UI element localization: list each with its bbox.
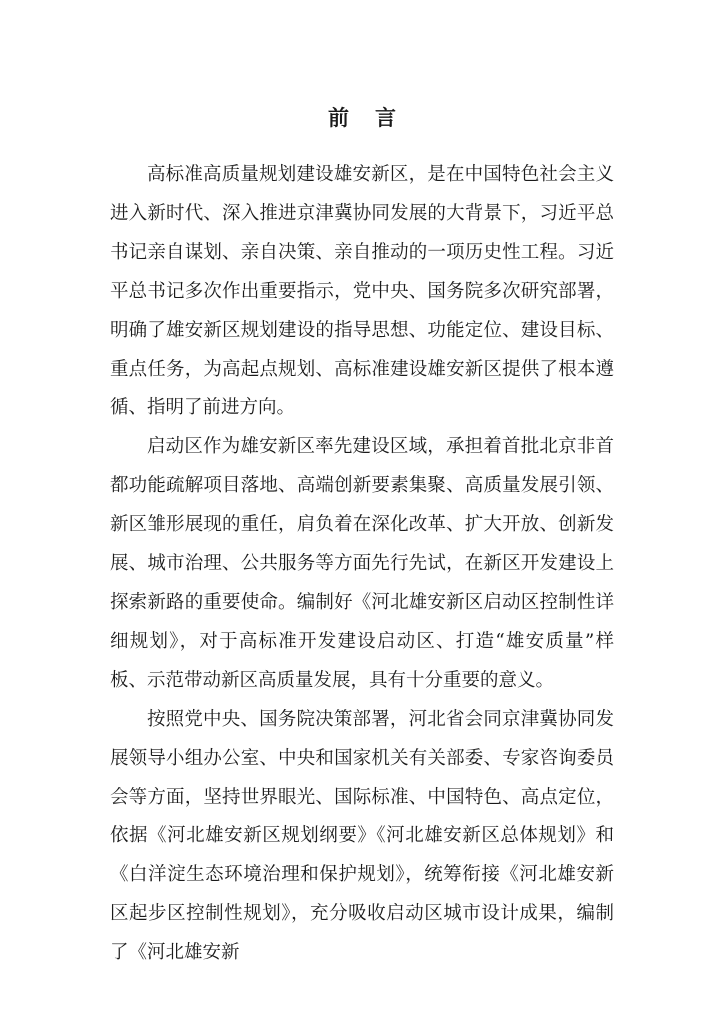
body-text	[110, 156, 614, 973]
paragraph-1: 高标准高质量规划建设雄安新区，是在中国特色社会主义进入新时代、深入推进京津冀协同发展的大背景下，习近平总书记亲自谋划、亲自决策、亲自推动的一项历史性工程。习近平总书记多次作出重要指示，党中央、国务院多次研究部署，明确了雄安新区规划建设的指导思想、功能定位、建设目标、重点任务，为高起点规划、高标准建设雄安新区提供了根本遵循、指明了前进方向。	[110, 164, 614, 419]
paragraph-3: 按照党中央、国务院决策部署，河北省会同京津冀协同发展领导小组办公室、中央和国家机关有关部委、专家咨询委员会等方面，坚持世界眼光、国际标准、中国特色、高点定位，依据《河北雄安新区规划纲要》《河北雄安新区总体规划》和《白洋淀生态环境治理和保护规划》，统筹衔接《河北雄安新区起步区控制性规划》，充分吸收启动区城市设计成果，编制了《河北雄安新	[110, 708, 614, 964]
title-char-left: 前	[328, 105, 349, 130]
page-title	[0, 102, 724, 132]
title-char-right: 言	[375, 105, 396, 130]
paragraph-2: 启动区作为雄安新区率先建设区域，承担着首批北京非首都功能疏解项目落地、高端创新要素集聚、高质量发展引领、新区雏形展现的重任，肩负着在深化改革、扩大开放、创新发展、城市治理、公共服务等方面先行先试，在新区开发建设上探索新路的重要使命。编制好《河北雄安新区启动区控制性详细规划》，对于高标准开发建设启动区、打造“雄安质量”样板、示范带动新区高质量发展，具有十分重要的意义。	[110, 436, 614, 691]
